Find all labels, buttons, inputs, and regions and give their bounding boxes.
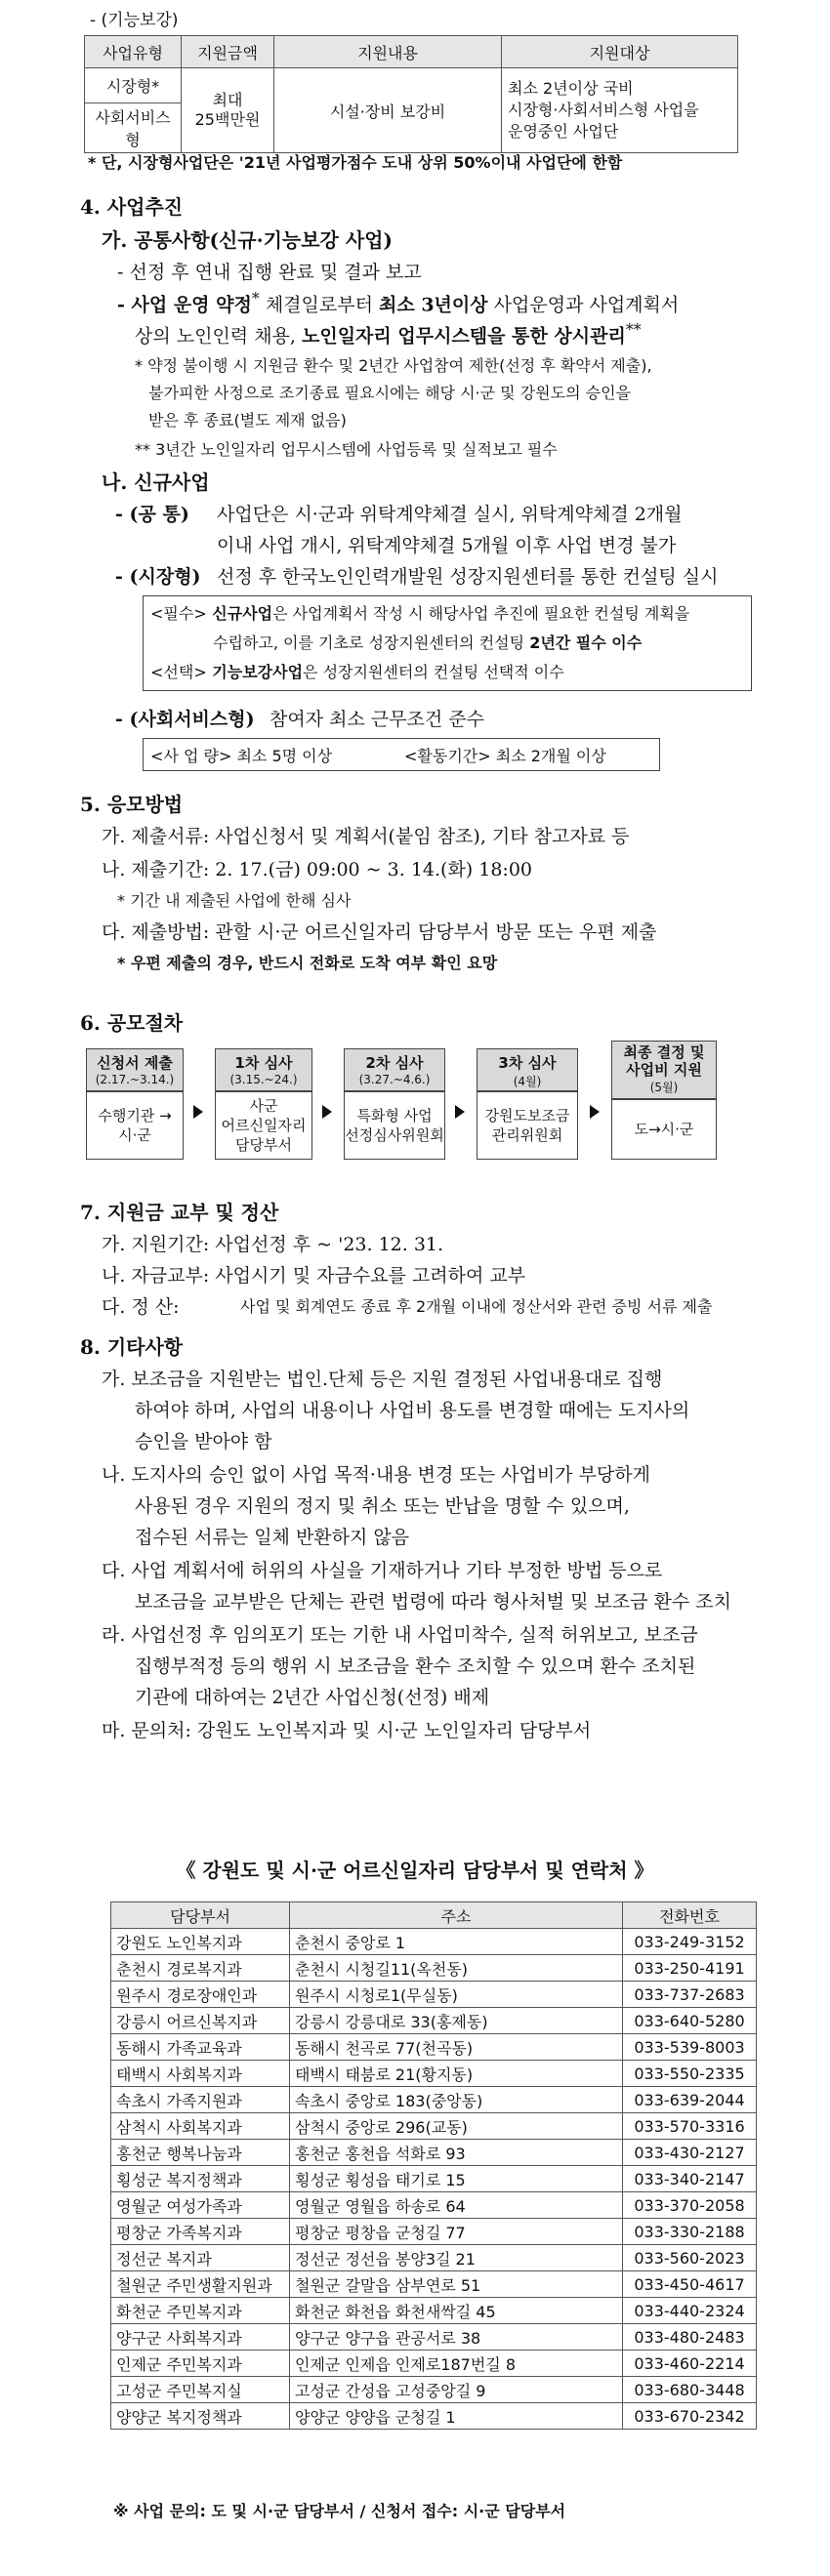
box2-period-tag: <활동기간> [404, 747, 491, 765]
contacts-table [110, 1901, 757, 2430]
arrow-right-icon [193, 1105, 203, 1119]
s5-da: 다. 제출방법: 관할 시·군 어르신일자리 담당부서 방문 또는 우편 제출 [102, 921, 657, 943]
contact-address: 평창군 평창읍 군청길 77 [290, 2219, 623, 2245]
section-6-title: 6. 공모절차 [80, 1011, 184, 1035]
support-table-header [85, 36, 738, 68]
contact-phone: 033-450-4617 [623, 2271, 757, 2298]
s8-ra-1: 라. 사업선정 후 임의포기 또는 기한 내 사업미착수, 실적 허위보고, 보조금 [102, 1624, 698, 1646]
contact-address: 양구군 양구읍 관공서로 38 [290, 2324, 623, 2351]
s7-da: 사업 및 회계연도 종료 후 2개월 이내에 정산서와 관련 증빙 서류 제출 [240, 1297, 713, 1316]
contact-phone: 033-550-2335 [623, 2061, 757, 2087]
s4-na-2: 선정 후 한국노인인력개발원 성장지원센터를 통한 컨설팅 실시 [217, 566, 719, 588]
contact-dept: 삼척시 사회복지과 [111, 2113, 290, 2140]
s8-ma: 마. 문의처: 강원도 노인복지과 및 시·군 노인일자리 담당부서 [102, 1720, 592, 1741]
contact-address: 홍천군 홍천읍 석화로 93 [290, 2140, 623, 2166]
contacts-title: 《 강원도 및 시·군 어르신일자리 담당부서 및 연락처 》 [176, 1859, 654, 1882]
contact-dept: 고성군 주민복지실 [111, 2377, 290, 2403]
step-1-body-text: 수행기관 → 시·군 [98, 1107, 172, 1144]
step-5-date: (5월) [649, 1081, 679, 1094]
s5-na: 나. 제출기간: 2. 17.(금) 09:00 ~ 3. 14.(화) 18:00 [102, 859, 533, 880]
contact-address: 양양군 양양읍 군청길 1 [290, 2403, 623, 2430]
step-3-date: (3.27.~4.6.) [358, 1073, 431, 1086]
box2-period-value: 최소 2개월 이상 [495, 747, 606, 765]
s4-ga-2b-rest: 상의 노인인력 채용, [135, 325, 302, 348]
s8-ga-1: 가. 보조금을 지원받는 법인.단체 등은 지원 결정된 사업내용대로 집행 [102, 1369, 663, 1390]
step-1-head [86, 1048, 184, 1091]
contact-phone: 033-480-2483 [623, 2324, 757, 2351]
contact-address: 횡성군 횡성읍 태기로 15 [290, 2166, 623, 2192]
table-row [111, 2034, 757, 2061]
contact-address: 영월군 영월읍 하송로 64 [290, 2192, 623, 2219]
s4-ga-2b-bold: 노인일자리 업무시스템을 통한 상시관리 [302, 325, 626, 348]
s4-na-title: 나. 신규사업 [102, 470, 210, 494]
step-4-head [477, 1048, 578, 1091]
contact-address: 인제군 인제읍 인제로187번길 8 [290, 2351, 623, 2377]
step-2-body-text: 사군 어르신일자리 담당부서 [221, 1097, 307, 1154]
contact-address: 동해시 천곡로 77(천곡동) [290, 2034, 623, 2061]
contact-dept: 속초시 가족지원과 [111, 2087, 290, 2113]
s4-ga-2-rest: 체결일로부터 [259, 294, 379, 316]
section-5-title: 5. 응모방법 [80, 793, 184, 816]
table-row [111, 1955, 757, 1982]
step-1-body [86, 1091, 184, 1160]
box1-line-2b: 2년간 필수 이수 [529, 634, 643, 652]
s8-ga-2: 하여야 하며, 사업의 내용이나 사업비 용도를 변경할 때에는 도지사의 [135, 1400, 690, 1421]
box1-line-3 [150, 660, 564, 682]
step-4-body [477, 1091, 578, 1160]
step-1-title: 신청서 제출 [97, 1054, 173, 1072]
table-row [111, 2403, 757, 2430]
box1-upgrade-project: 기능보강사업 [206, 663, 304, 681]
table-row [85, 68, 738, 103]
contact-phone: 033-639-2044 [623, 2087, 757, 2113]
contact-phone: 033-370-2058 [623, 2192, 757, 2219]
contact-address: 춘천시 시청길11(옥천동) [290, 1955, 623, 1982]
contact-dept: 양구군 사회복지과 [111, 2324, 290, 2351]
table-row [111, 2245, 757, 2271]
contact-dept: 동해시 가족교육과 [111, 2034, 290, 2061]
arrow-right-icon [590, 1105, 600, 1119]
contact-dept: 태백시 사회복지과 [111, 2061, 290, 2087]
contact-dept: 철원군 주민생활지원과 [111, 2271, 290, 2298]
step-5-body [611, 1099, 717, 1160]
box1-line-1 [150, 601, 689, 624]
s4-ga-2-star: * [251, 289, 260, 307]
s4-na-3-label: - (사회서비스형) [115, 709, 255, 730]
contact-address: 속초시 중앙로 183(중앙동) [290, 2087, 623, 2113]
s4-na-3: 참여자 최소 근무조건 준수 [270, 709, 485, 730]
contact-dept: 영월군 여성가족과 [111, 2192, 290, 2219]
s4-ga-item-2 [117, 289, 679, 316]
table-row [111, 2219, 757, 2245]
contact-address: 원주시 시청로1(무실동) [290, 1982, 623, 2008]
box1-line-2a: 수립하고, 이를 기초로 성장지원센터의 컨설팅 [213, 634, 530, 652]
step-3-head [344, 1048, 445, 1091]
s8-ra-3: 기관에 대하여는 2년간 사업신청(선정) 배제 [135, 1687, 490, 1708]
box1-line-3-rest: 은 성장지원센터의 컨설팅 선택적 이수 [303, 663, 564, 681]
step-2-head [215, 1048, 312, 1091]
table-row [111, 2087, 757, 2113]
contact-address: 철원군 갈말읍 삼부연로 51 [290, 2271, 623, 2298]
table-row [111, 2271, 757, 2298]
s4-na-2-label: - (시장형) [115, 566, 201, 588]
support-table [84, 35, 738, 153]
contact-phone: 033-570-3316 [623, 2113, 757, 2140]
contact-address: 춘천시 중앙로 1 [290, 1929, 623, 1955]
section-8-title: 8. 기타사항 [80, 1335, 184, 1359]
s4-na-1b: 이내 사업 개시, 위탁계약체결 5개월 이후 사업 변경 불가 [217, 535, 677, 556]
contact-dept: 정선군 복지과 [111, 2245, 290, 2271]
s7-na: 나. 자금교부: 사업시기 및 자금수요를 고려하여 교부 [102, 1265, 526, 1287]
s8-ga-3: 승인을 받아야 함 [135, 1431, 272, 1452]
contact-phone: 033-737-2683 [623, 1982, 757, 2008]
section-7-title: 7. 지원금 교부 및 정산 [80, 1201, 279, 1224]
s5-ga: 가. 제출서류: 사업신청서 및 계획서(붙임 참조), 기타 참고자료 등 [102, 826, 630, 847]
contacts-header-dept: 담당부서 [111, 1902, 290, 1929]
step-1-date: (2.17.~3.14.) [95, 1073, 175, 1086]
s7-da-label: 다. 정 산: [102, 1296, 180, 1318]
arrow-right-icon [322, 1105, 332, 1119]
contact-phone: 033-330-2188 [623, 2219, 757, 2245]
contact-phone: 033-460-2214 [623, 2351, 757, 2377]
contact-address: 화천군 화천읍 화천새싹길 45 [290, 2298, 623, 2324]
contact-dept: 양양군 복지정책과 [111, 2403, 290, 2430]
header-content: 지원내용 [274, 36, 502, 68]
table-row [111, 2113, 757, 2140]
s8-na-3: 접수된 서류는 일체 반환하지 않음 [135, 1527, 410, 1548]
step-5-body-text: 도→시·군 [634, 1121, 694, 1138]
contacts-header-phone: 전화번호 [623, 1902, 757, 1929]
contact-phone: 033-340-2147 [623, 2166, 757, 2192]
support-note: * 단, 시장형사업단은 '21년 사업평가점수 도내 상위 50%이내 사업단에 한함 [88, 153, 623, 172]
s4-ga-2-rest2: 사업운영과 사업계획서 [487, 294, 680, 316]
box2-period [404, 744, 606, 766]
step-5-head [611, 1041, 717, 1099]
table-row [111, 2192, 757, 2219]
contact-phone: 033-560-2023 [623, 2245, 757, 2271]
s4-ga-note-2: ** 3년간 노인일자리 업무시스템에 사업등록 및 실적보고 필수 [135, 440, 558, 459]
s4-ga-2-bold: - 사업 운영 약정 [117, 294, 252, 316]
box2-amount [150, 744, 332, 766]
box1-line-2 [213, 631, 642, 653]
s4-na-1a: 사업단은 시·군과 위탁계약체결 실시, 위탁계약체결 2개월 [217, 504, 683, 525]
contact-dept: 강원도 노인복지과 [111, 1929, 290, 1955]
contacts-footnote: ※ 사업 문의: 도 및 시·군 담당부서 / 신청서 접수: 시·군 담당부서 [113, 2502, 566, 2520]
contacts-header-row [111, 1902, 757, 1929]
contact-dept: 강릉시 어르신복지과 [111, 2008, 290, 2034]
s4-ga-title: 가. 공통사항(신규·기능보강 사업) [102, 228, 393, 252]
s4-ga-note-1c: 받은 후 종료(별도 제재 없음) [148, 411, 347, 429]
contact-phone: 033-640-5280 [623, 2008, 757, 2034]
section-4-title: 4. 사업추진 [80, 195, 184, 219]
support-amount: 최대 25백만원 [182, 68, 274, 153]
table-row [111, 2351, 757, 2377]
type-social-service: 사회서비스형 [85, 103, 182, 153]
s4-ga-note-1a: * 약정 불이행 시 지원금 환수 및 2년간 사업참여 제한(선정 후 확약서 제출), [135, 356, 652, 375]
s8-na-2: 사용된 경우 지원의 정지 및 취소 또는 반납을 명할 수 있으며, [135, 1495, 630, 1517]
step-3-body [344, 1091, 445, 1160]
s4-ga-note-1b: 불가피한 사정으로 조기종료 필요시에는 해당 시·군 및 강원도의 승인을 [148, 384, 631, 402]
box1-required-tag: <필수> [150, 604, 207, 623]
box2-amount-tag: <사 업 량> [150, 747, 232, 765]
type-market: 시장형* [85, 68, 182, 103]
contact-dept: 원주시 경로장애인과 [111, 1982, 290, 2008]
contact-address: 정선군 정선읍 봉양3길 21 [290, 2245, 623, 2271]
table-row [111, 2008, 757, 2034]
section-3-tail: - (기능보강) [90, 11, 179, 30]
step-2-body [215, 1091, 312, 1160]
header-target: 지원대상 [502, 36, 738, 68]
contact-address: 강릉시 강릉대로 33(홍제동) [290, 2008, 623, 2034]
contact-dept: 화천군 주민복지과 [111, 2298, 290, 2324]
contact-phone: 033-539-8003 [623, 2034, 757, 2061]
contact-phone: 033-440-2324 [623, 2298, 757, 2324]
header-amount: 지원금액 [182, 36, 274, 68]
contact-dept: 인제군 주민복지과 [111, 2351, 290, 2377]
support-content: 시설·장비 보강비 [274, 68, 502, 153]
contact-address: 고성군 간성읍 고성중앙길 9 [290, 2377, 623, 2403]
s4-ga-2-bold2: 최소 3년이상 [379, 294, 488, 316]
table-row [111, 2061, 757, 2087]
support-target: 최소 2년이상 국비 시장형·사회서비스형 사업을 운영중인 사업단 [502, 68, 738, 153]
contact-phone: 033-680-3448 [623, 2377, 757, 2403]
s5-da-note: * 우편 제출의 경우, 반드시 전화로 도착 여부 확인 요망 [117, 954, 498, 972]
table-row [111, 2298, 757, 2324]
contacts-body [111, 1929, 757, 2430]
step-4-title: 3차 심사 [498, 1054, 557, 1072]
contact-dept: 횡성군 복지정책과 [111, 2166, 290, 2192]
s4-ga-item-2b [135, 320, 642, 348]
contact-dept: 홍천군 행복나눔과 [111, 2140, 290, 2166]
s4-ga-item-1: - 선정 후 연내 집행 완료 및 결과 보고 [117, 262, 422, 283]
contact-dept: 춘천시 경로복지과 [111, 1955, 290, 1982]
contact-phone: 033-249-3152 [623, 1929, 757, 1955]
box1-line-1-rest: 은 사업계획서 작성 시 해당사업 추진에 필요한 컨설팅 계획을 [272, 604, 690, 623]
header-type: 사업유형 [85, 36, 182, 68]
contact-phone: 033-430-2127 [623, 2140, 757, 2166]
step-3-title: 2차 심사 [365, 1054, 424, 1072]
table-row [111, 1982, 757, 2008]
box1-optional-tag: <선택> [150, 663, 207, 681]
table-row [111, 2377, 757, 2403]
step-2-date: (3.15.~24.) [229, 1073, 298, 1086]
contact-phone: 033-670-2342 [623, 2403, 757, 2430]
s4-ga-2b-star: ** [625, 320, 642, 339]
table-row [111, 2166, 757, 2192]
table-row [111, 1929, 757, 1955]
arrow-right-icon [455, 1105, 465, 1119]
table-row [111, 2324, 757, 2351]
step-2-title: 1차 심사 [234, 1054, 293, 1072]
s4-na-1-label: - (공 통) [115, 504, 189, 525]
s5-na-note: * 기간 내 제출된 사업에 한해 심사 [117, 891, 352, 910]
s7-ga: 가. 지원기간: 사업선정 후 ~ '23. 12. 31. [102, 1234, 444, 1255]
contact-dept: 평창군 가족복지과 [111, 2219, 290, 2245]
box2-amount-value: 최소 5명 이상 [236, 747, 333, 765]
s8-da-2: 보조금을 교부받은 단체는 관련 법령에 따라 형사처벌 및 보조금 환수 조치 [135, 1591, 732, 1613]
contact-address: 삼척시 중앙로 296(교동) [290, 2113, 623, 2140]
contact-phone: 033-250-4191 [623, 1955, 757, 1982]
step-3-body-text: 특화형 사업 선정심사위원회 [345, 1107, 444, 1144]
s8-ra-2: 집행부적정 등의 행위 시 보조금을 환수 조치할 수 있으며 환수 조치된 [135, 1656, 696, 1677]
step-4-body-text: 강원도보조금 관리위원회 [484, 1107, 570, 1144]
contact-address: 태백시 태붐로 21(황지동) [290, 2061, 623, 2087]
s8-na-1: 나. 도지사의 승인 없이 사업 목적·내용 변경 또는 사업비가 부당하게 [102, 1464, 650, 1486]
step-5-title: 최종 결정 및 사업비 지원 [623, 1043, 705, 1079]
contacts-header-address: 주소 [290, 1902, 623, 1929]
table-row [111, 2140, 757, 2166]
step-4-date: (4월) [513, 1075, 542, 1088]
s8-da-1: 다. 사업 계획서에 허위의 사실을 기재하거나 기타 부정한 방법 등으로 [102, 1560, 663, 1581]
box1-new-project: 신규사업 [206, 604, 273, 623]
